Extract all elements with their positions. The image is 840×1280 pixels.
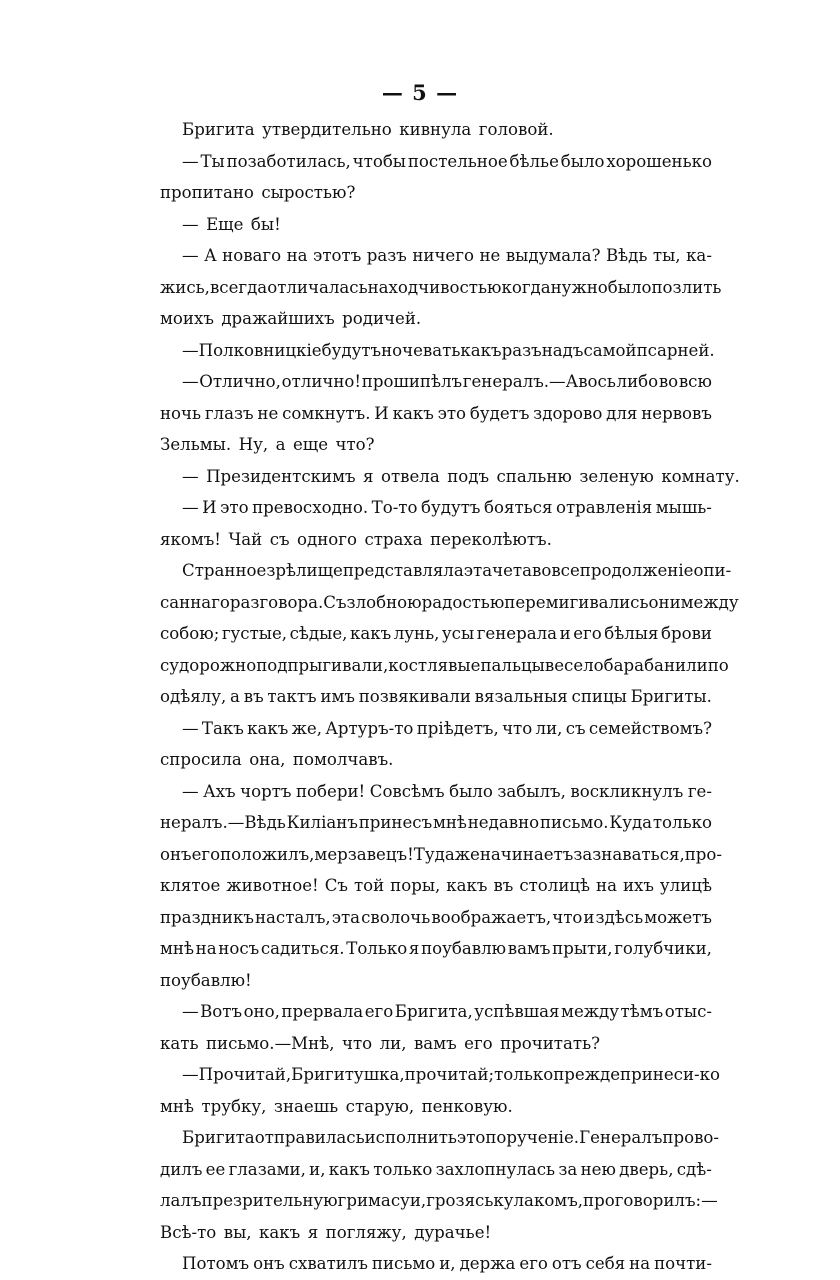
text-line: клятое животное! Съ той поры, какъ въ столицѣ на ихъ улицѣ (160, 876, 712, 895)
text-line: Зельмы. Ну, а еще что? (160, 435, 375, 454)
text-line: мнѣ трубку, знаешь старую, пенковую. (160, 1096, 513, 1116)
text-line: — Еще бы! (182, 214, 281, 234)
text-line: лалъ презрительную гримасу и, грозясь кулакомъ, проговорилъ:— (160, 1191, 718, 1210)
text-line: якомъ! Чай съ одного страха переколѣютъ. (160, 529, 552, 549)
text-line: Всѣ-то вы, какъ я погляжу, дурачье! (160, 1222, 492, 1242)
text-line: Странное зрѣлище представляла эта чета во все продолженіе опи- (182, 561, 732, 580)
text-line: — Полковницкіе будутъ ночевать какъ разъ надъ самой псарней. (182, 340, 715, 360)
text-line: дилъ ее глазами, и, какъ только захлопнулась за нею дверь, сдѣ- (160, 1159, 712, 1179)
text-line: онъ его положилъ, мерзавецъ! Туда же начинаетъ зазнаваться, про- (160, 844, 723, 864)
text-line: мнѣ на носъ садиться. Только я поубавлю вамъ прыти, голубчики, (160, 939, 712, 958)
text-line: кать письмо.—Мнѣ, что ли, вамъ его прочитать? (160, 1033, 600, 1053)
text-line: моихъ дражайшихъ родичей. (160, 309, 422, 328)
text-line: одѣялу, а въ тактъ имъ позвякивали вязальныя спицы Бригиты. (160, 687, 712, 706)
text-line: — Президентскимъ я отвела подъ спальню зеленую комнату. (182, 466, 740, 486)
text-line: — Ты позаботилась, чтобы постельное бѣлье было хорошенько (182, 151, 712, 171)
text-line: спросила она, помолчавъ. (160, 750, 394, 769)
text-line: нералъ.—Вѣдь Киліанъ принесъ мнѣ недавно письмо. Куда только (160, 813, 712, 832)
text-line: саннаго разговора. Съ злобною радостью перемигивались они между (160, 592, 739, 612)
text-line: пропитано сыростью? (160, 183, 356, 202)
text-line: Потомъ онъ схватилъ письмо и, держа его отъ себя на почти- (182, 1254, 712, 1273)
text-line: Бригита отправилась исполнить это порученіе. Генералъ прово- (182, 1128, 720, 1147)
text-line: жись, всегда отличалась находчивостью когда нужно было позлить (160, 277, 722, 297)
text-line: — Прочитай, Бригитушка, прочитай; только прежде принеси-ко (182, 1065, 720, 1084)
text-line: — Вотъ оно, прервала его Бригита, успѣвшая между тѣмъ отыс- (182, 1002, 712, 1021)
body-text (160, 114, 740, 1280)
text-line: — А новаго на этотъ разъ ничего не выдумала? Вѣдь ты, ка- (182, 246, 712, 265)
text-line: Бригита утвердительно кивнула головой. (182, 120, 554, 139)
text-line: собою; густые, сѣдые, какъ лунь, усы генерала и его бѣлыя брови (160, 624, 712, 643)
text-line: поубавлю! (160, 970, 252, 990)
text-line: праздникъ насталъ, эта сволочь воображаетъ, что и здѣсь можетъ (160, 907, 712, 927)
text-line: ночь глазъ не сомкнутъ. И какъ это будетъ здорово для нервовъ (160, 403, 712, 423)
text-line: судорожно подпрыгивали, костлявые пальцы весело барабанили по (160, 655, 729, 675)
text-line: — И это превосходно. То-то будутъ бояться отравленія мышь- (182, 498, 712, 517)
page-number: — 5 — (381, 80, 459, 105)
text-line: — Ахъ чортъ побери! Совсѣмъ было забылъ, воскликнулъ ге- (182, 781, 712, 801)
text-line: — Отлично, отлично! прошипѣлъ генералъ.—Авось либо во всю (182, 372, 712, 391)
text-line: — Такъ какъ же, Артуръ-то пріѣдетъ, что ли, съ семействомъ? (182, 718, 712, 738)
